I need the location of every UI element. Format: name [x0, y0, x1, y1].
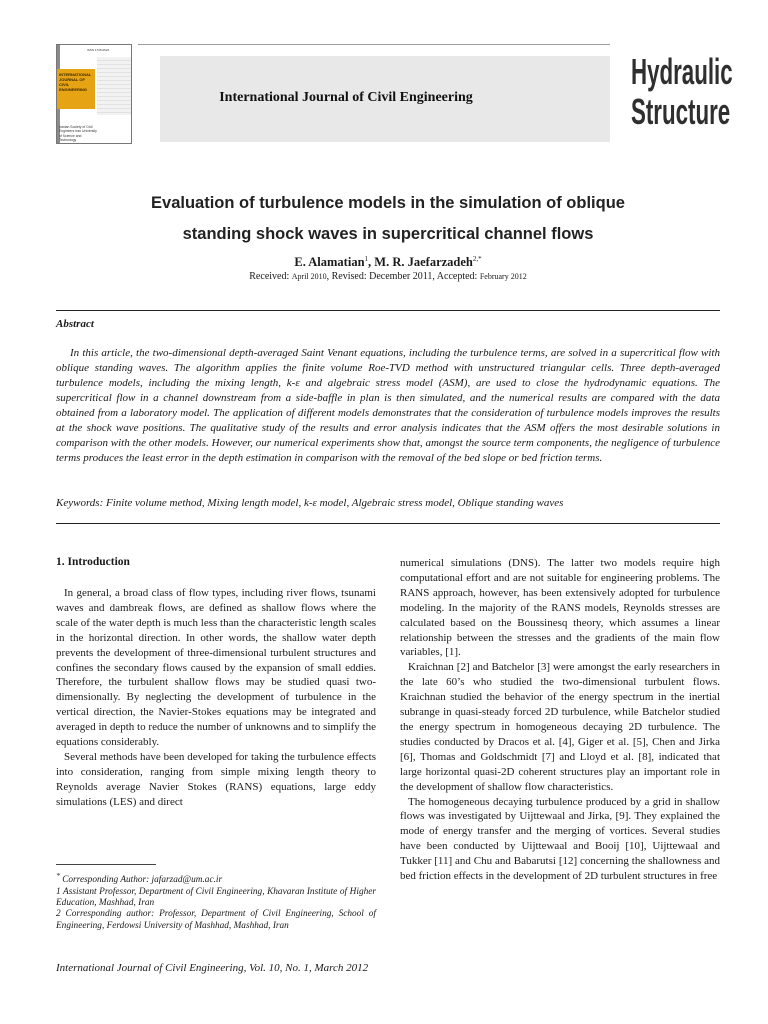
footnote-2: 2 Corresponding author: Professor, Department of Civil Engineering, School of Engineering, Ferdowsi University of Mashhad, Mashhad, Iran: [56, 909, 376, 931]
abstract-heading: Abstract: [56, 318, 94, 330]
keywords: Keywords: Finite volume method, Mixing length model, k-ε model, Algebraic stress model, Oblique standing waves: [56, 497, 564, 509]
footnote-rule: [56, 864, 156, 865]
paper-title-line-1: Evaluation of turbulence models in the simulation of oblique: [151, 194, 625, 212]
paragraph: The homogeneous decaying turbulence produced by a grid in shallow flows was investigated by Uijttewaal and Jirka, [9]. They explained the mode of energy transfer and the merging of vortices. Several studies have been conducted by Uijttewaal and Booij [10], Uijttewaal and Tukker [11] and Chu and Babarutsi [12] concerning the shallowness and bed friction effects in the development of 2D turbulent structures in free: [400, 795, 720, 883]
author-separator: ,: [368, 255, 375, 270]
paragraph: Several methods have been developed for taking the turbulence effects into consideration, ranging from simple mixing length theory to Reynolds average Navier Stokes (RANS) equations, large eddy simulations (LES) and direct: [56, 750, 376, 808]
cover-photo: [97, 57, 131, 115]
paragraph: In general, a broad class of flow types, including river flows, tsunami waves and dambreak flows, are defined as shallow flows where the scale of the water depth is much less than the characteristic length scales in the horizontal direction. In other words, the shallow water depth prevents the development of three-dimensional turbulent structures and confines the secondary flows caused by the expansion of small eddies. Therefore, the turbulent shallow flows may be studied quasi two-dimensionally. By neglecting the development of turbulence in the vertical direction, the Navier-Stokes equations may be integrated and averaged in depth to reduce the number of unknowns and to simplify the equations considerably.: [56, 587, 376, 749]
paper-title-line-2: standing shock waves in supercritical channel flows: [182, 225, 594, 243]
logo-line-1: Hydraulic: [630, 51, 733, 92]
author-affiliation: 2,*: [472, 255, 482, 263]
received-label: Received:: [249, 271, 292, 282]
journal-title: International Journal of Civil Engineering: [219, 90, 473, 105]
abstract-text: In this article, the two-dimensional depth-averaged Saint Venant equations, including the turbulence terms, are solved in a supercritical flow with oblique standing waves. The algorithm applies the finite volume Roe-TVD method with unstructured triangular cells. Three depth-averaged turbulence models, including the mixing length, k-ε and algebraic stress model (ASM), are used to close the hydrodynamic equations. The supercritical flow in a channel downstream from a side-baffle in plan is then simulated, and the numerical results are compared with the data obtained from a laboratory model. The application of different models demonstrates that the consideration of turbulence models improves the results at the shock wave positions. The qualitative study of the results and error analysis indicates that the ASM offers the most desirable solutions in comparison with the other models. However, our numerical experiments show that, amongst the source term components, the negligence of turbulence terms produces the least error in the depth estimation in comparison with the removal of the bed slope or bed friction terms.: [56, 347, 720, 464]
paragraph: numerical simulations (DNS). The latter two models require high computational effort and are not suitable for engineering problems. The RANS approach, however, has been extensively adopted for turbulence modeling. In the majority of the RANS models, Reynolds stresses are calculated based on the Boussinesq theory, which assumes a linear relationship between the stresses and the gradients of the main flow variables, [1].: [400, 557, 720, 659]
cover-title: INTERNATIONAL JOURNAL OF CIVIL ENGINEERING: [59, 72, 92, 92]
right-column: [400, 556, 720, 884]
cover-institution: Iranian Society of Civil Engineers Iran University of Science and Technology: [59, 125, 97, 143]
cover-issn: ISSN 1735-0522: [87, 48, 110, 52]
logo-line-2: Structure: [630, 91, 731, 132]
revised-accepted: , Revised: December 2011, Accepted:: [326, 271, 480, 282]
received-date: April 2010: [291, 272, 327, 281]
author-list: [60, 255, 716, 270]
section-heading-introduction: 1. Introduction: [56, 556, 130, 568]
submission-dates: [60, 271, 716, 282]
footnote-corresponding: [56, 870, 376, 887]
abstract-bottom-rule: [56, 523, 720, 524]
paragraph: Kraichnan [2] and Batchelor [3] were amongst the early researchers in the late 60’s who studied the two-dimensional turbulent flows. Kraichnan studied the behavior of the energy spectrum in the inertial subrange in quasi-steady forced 2D turbulence, while Batchelor studied the energy spectrum in homogeneous decaying 2D turbulence. The studies conducted by Dracos et al. [4], Giger et al. [5], Chen and Jirka [6], Thomas and Goldschmidt [7] and Lloyd et al. [8], indicated that large horizontal quasi-2D coherent structures play an important role in the development of shallow flow characteristics.: [400, 661, 720, 793]
footnote-star: *: [56, 871, 60, 880]
header-rule: [138, 44, 610, 45]
accepted-date: February 2012: [479, 272, 527, 281]
author-affiliation: 1: [364, 255, 369, 263]
corresponding-author: Corresponding Author: jafarzad@um.ac.ir: [59, 875, 223, 886]
author-name: E. Alamatian: [294, 255, 365, 270]
footnotes: [56, 870, 376, 932]
abstract-top-rule: [56, 310, 720, 311]
footnote-1: 1 Assistant Professor, Department of Civil Engineering, Khavaran Institute of Higher Education, Mashhad, Iran: [56, 886, 376, 908]
author-name: M. R. Jaefarzadeh: [374, 255, 473, 270]
left-column: [56, 586, 376, 810]
journal-cover-thumbnail: [56, 44, 132, 144]
page-footer: International Journal of Civil Engineering, Vol. 10, No. 1, March 2012: [56, 962, 369, 974]
